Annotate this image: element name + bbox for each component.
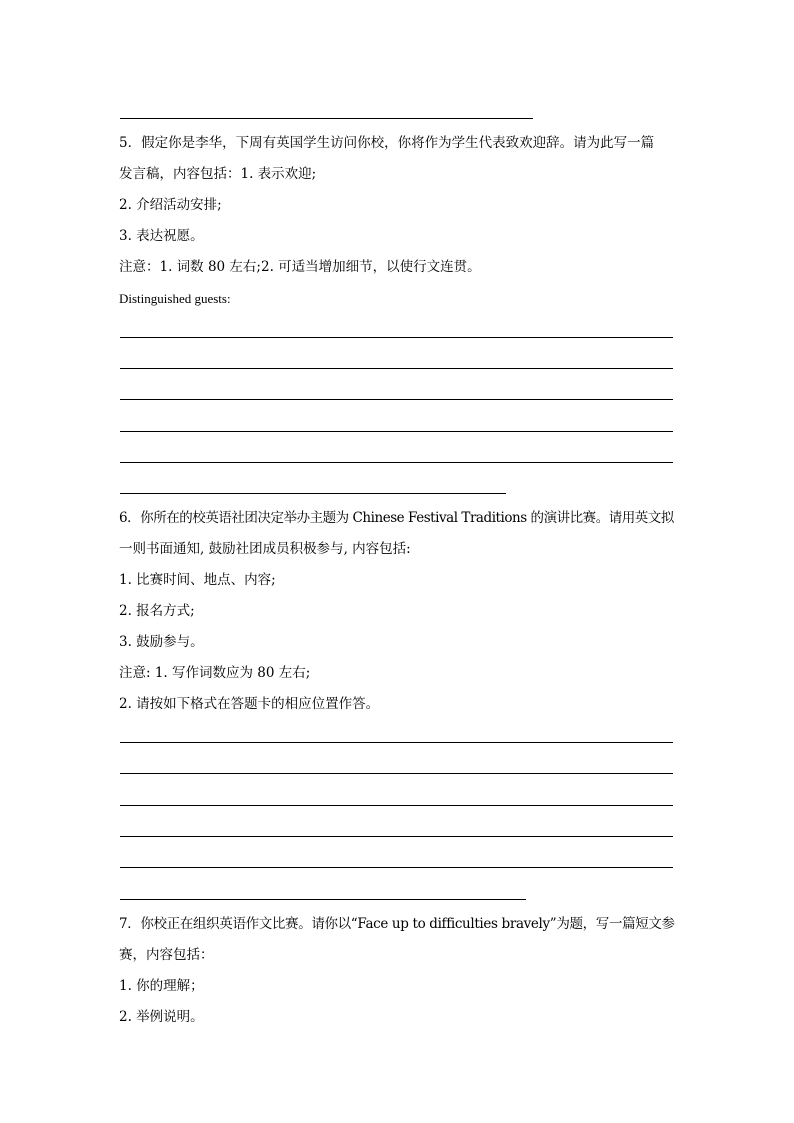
q7-item-1: 1. 你的理解； xyxy=(119,978,204,994)
q6-answer-line-4 xyxy=(120,836,673,837)
q5-note: 注意：1. 词数 80 左右;2. 可适当增加细节，以使行文连贯。 xyxy=(119,259,481,275)
q5-prompt-line-1: 5．假定你是李华，下周有英国学生访问你校，你将作为学生代表致欢迎辞。请为此写一篇 xyxy=(119,135,655,151)
q6-answer-line-3 xyxy=(120,805,673,806)
q5-answer-line-5 xyxy=(120,462,673,463)
q6-answer-line-2 xyxy=(120,773,673,774)
q7-prompt-line-2: 赛，内容包括： xyxy=(119,947,214,963)
q5-answer-line-6 xyxy=(120,493,506,494)
q6-item-3: 3. 鼓励参与。 xyxy=(119,634,204,650)
q5-answer-line-3 xyxy=(120,399,673,400)
q5-salutation: Distinguished guests: xyxy=(119,291,231,306)
q5-answer-line-1 xyxy=(120,337,673,338)
q5-prompt-line-2: 发言稿，内容包括：1. 表示欢迎; xyxy=(119,166,317,182)
q6-prompt-line-2: 一则书面通知, 鼓励社团成员积极参与, 内容包括: xyxy=(119,541,411,557)
q7-prompt-line-1: 7．你校正在组织英语作文比赛。请你以“Face up to difficulties bravely”为题，写一篇短文参 xyxy=(119,916,675,932)
q6-answer-line-6 xyxy=(120,899,526,900)
q6-note-2: 2. 请按如下格式在答题卡的相应位置作答。 xyxy=(119,696,380,712)
answer-line-top xyxy=(120,118,533,119)
q5-answer-line-4 xyxy=(120,431,673,432)
q5-item-2: 2. 介绍活动安排; xyxy=(119,197,222,213)
q6-prompt-line-1: 6．你所在的校英语社团决定举办主题为 Chinese Festival Traditions 的演讲比赛。请用英文拟 xyxy=(119,510,674,526)
q6-item-1: 1. 比赛时间、地点、内容; xyxy=(119,572,276,588)
q5-answer-line-2 xyxy=(120,368,673,369)
q7-item-2: 2. 举例说明。 xyxy=(119,1009,204,1025)
q6-answer-line-1 xyxy=(120,742,673,743)
q6-note-1: 注意: 1. 写作词数应为 80 左右; xyxy=(119,665,311,681)
q6-item-2: 2. 报名方式; xyxy=(119,603,195,619)
q5-item-3: 3. 表达祝愿。 xyxy=(119,228,204,244)
q6-answer-line-5 xyxy=(120,867,673,868)
